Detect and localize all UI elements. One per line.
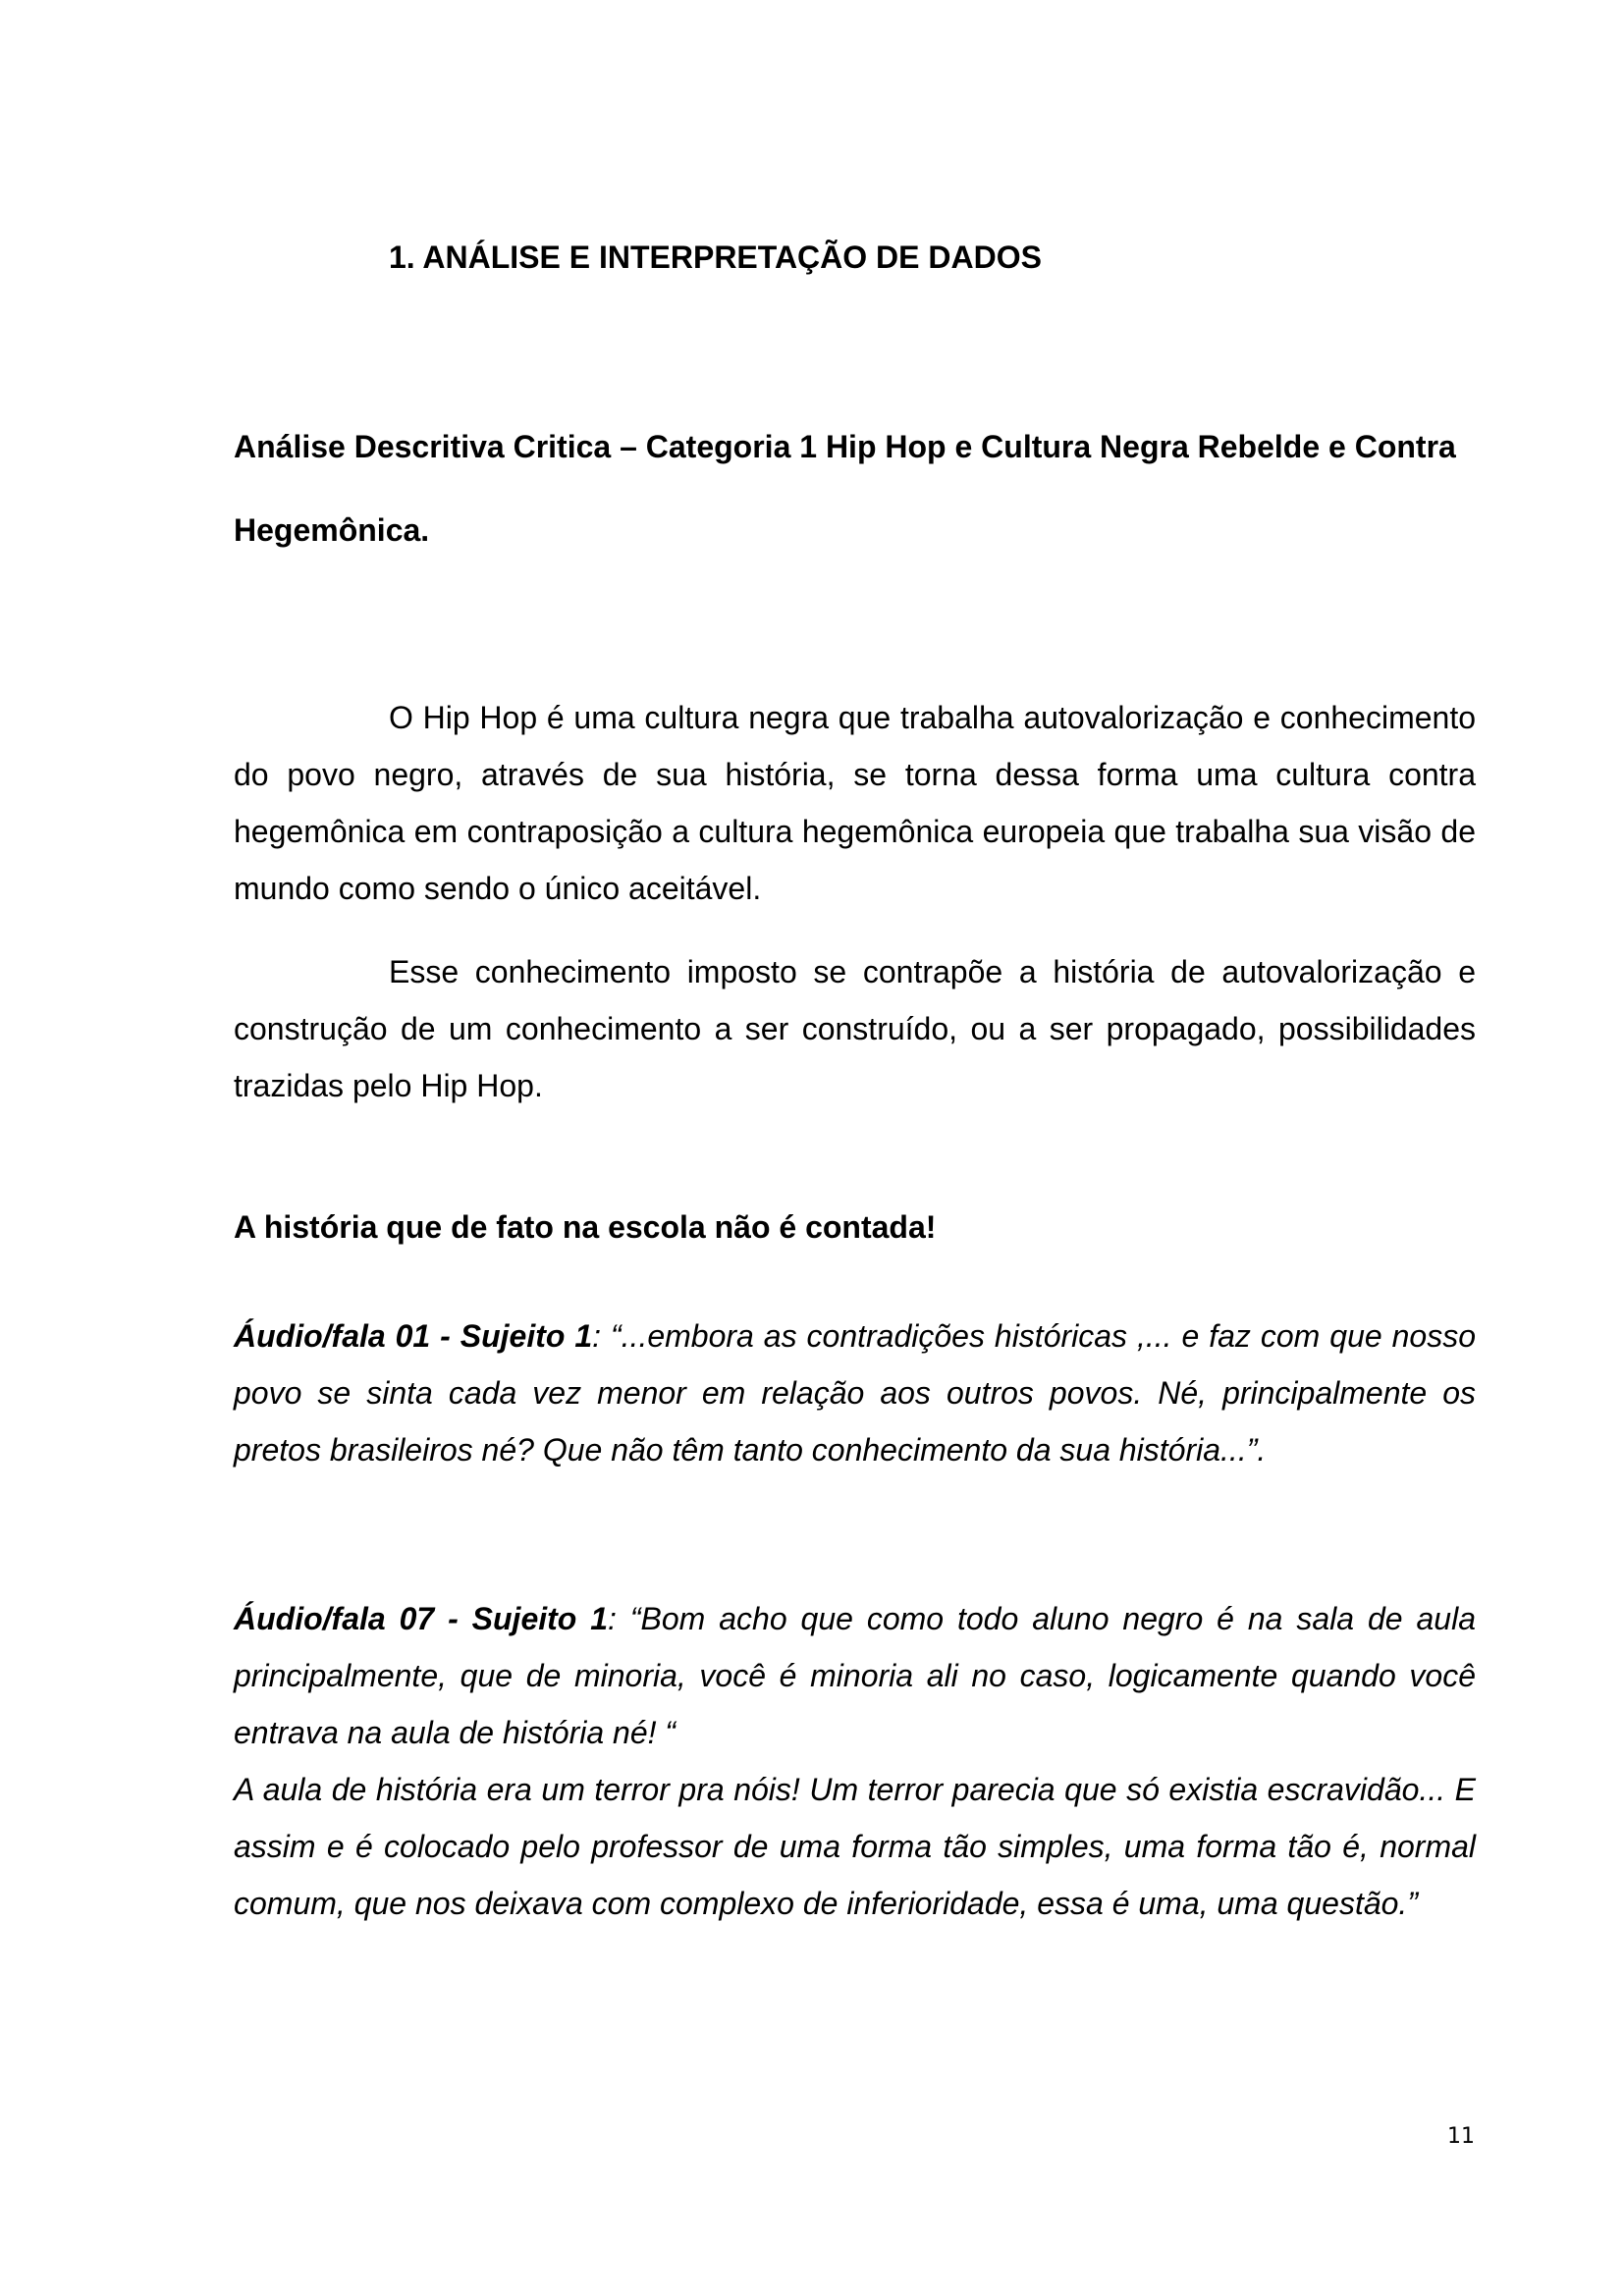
quote-continuation-audio-07: A aula de história era um terror pra nóis! Um terror parecia que só existia escravidão... E assim e é colocado pelo professor de uma forma tão simples, uma forma tão é, normal comum, que nos deixava com complexo de inferioridade, essa é uma, uma questão.” (234, 1772, 1476, 1921)
quote-label-audio-07: Áudio/fala 07 - Sujeito 1 (234, 1601, 609, 1636)
quote-text-audio-01: : “...embora as contradições históricas ,... e faz com que nosso povo se sinta cada vez menor em relação aos outros povos. Né, principalmente os pretos brasileiros né? Que não têm tanto conhecimento da sua história...”. (234, 1318, 1477, 1468)
quote-audio-01 (234, 1308, 1476, 1478)
quote-audio-07 (234, 1590, 1476, 1932)
paragraph-imposed-knowledge: Esse conhecimento imposto se contrapõe a história de autovalorização e construção de um conhecimento a ser construído, ou a ser propagado, possibilidades trazidas pelo Hip Hop. (234, 954, 1476, 1103)
paragraph-hip-hop-culture: O Hip Hop é uma cultura negra que trabalha autovalorização e conhecimento do povo negro, através de sua história, se torna dessa forma uma cultura contra hegemônica em contraposição a cultura hegemônica europeia que trabalha sua visão de mundo como sendo o único aceitável. (234, 700, 1476, 906)
main-heading: 1. ANÁLISE E INTERPRETAÇÃO DE DADOS (389, 240, 1042, 275)
section-heading: Análise Descritiva Critica – Categoria 1 Hip Hop e Cultura Negra Rebelde e Contra Hegemônica. (234, 429, 1456, 548)
story-subheading: A história que de fato na escola não é contada! (234, 1209, 937, 1245)
quote-text-audio-07: : “Bom acho que como todo aluno negro é na sala de aula principalmente, que de minoria, você é minoria ali no caso, logicamente quando você entrava na aula de história né! “ (234, 1601, 1476, 1750)
quote-label-audio-01: Áudio/fala 01 - Sujeito 1 (234, 1318, 593, 1354)
page-number: 11 (1447, 2124, 1475, 2149)
